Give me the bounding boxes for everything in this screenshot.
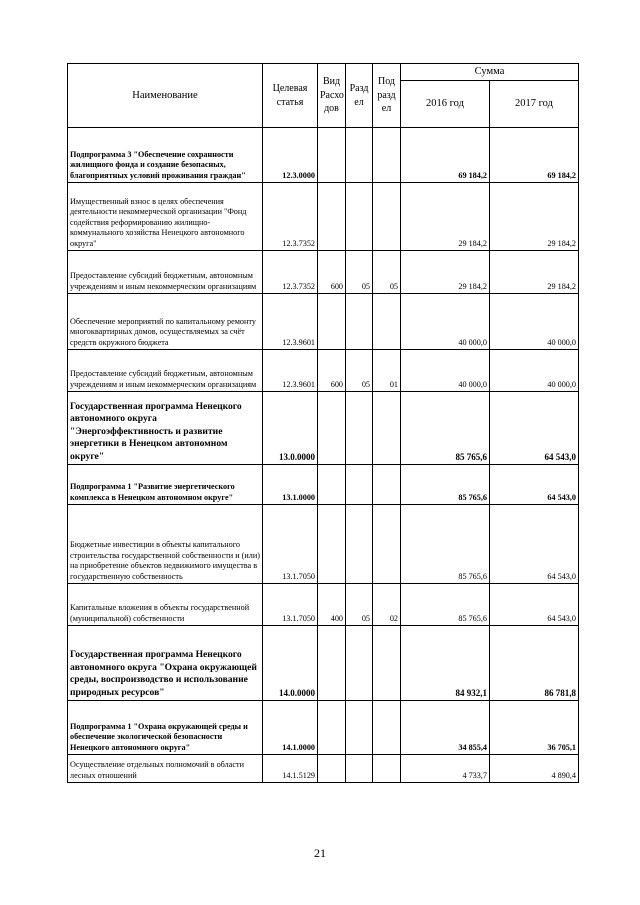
header-summa: Сумма bbox=[401, 64, 579, 81]
row-razdel bbox=[346, 128, 373, 183]
table-row bbox=[68, 128, 579, 183]
row-podrazdel bbox=[373, 701, 401, 755]
row-vid bbox=[318, 755, 346, 783]
row-vid bbox=[318, 294, 346, 350]
row-name: Государственная программа Ненецкого автономного округа "Охрана окружающей среды, воспроизводство и использование природных ресурсов" bbox=[68, 626, 263, 701]
row-razdel bbox=[346, 755, 373, 783]
header-vid: Вид Расхо дов bbox=[318, 64, 346, 128]
header-podrazdel: Под разд ел bbox=[373, 64, 401, 128]
page-number: 21 bbox=[314, 846, 326, 860]
row-code: 14.1.5129 bbox=[263, 755, 318, 783]
row-razdel bbox=[346, 701, 373, 755]
row-name: Предоставление субсидий бюджетным, автономным учреждениям и иным некоммерческим организациям bbox=[68, 251, 263, 294]
row-podrazdel bbox=[373, 128, 401, 183]
row-code: 13.0.0000 bbox=[263, 392, 318, 465]
row-podrazdel: 05 bbox=[373, 251, 401, 294]
row-name: Осуществление отдельных полномочий в области лесных отношений bbox=[68, 755, 263, 783]
row-razdel bbox=[346, 183, 373, 251]
row-sum-2016: 40 000,0 bbox=[401, 294, 490, 350]
row-sum-2017: 86 781,8 bbox=[490, 626, 579, 701]
header-razdel: Разд ел bbox=[346, 64, 373, 128]
row-code: 12.3.7352 bbox=[263, 183, 318, 251]
row-code: 12.3.9601 bbox=[263, 294, 318, 350]
row-sum-2017: 40 000,0 bbox=[490, 294, 579, 350]
table-row bbox=[68, 392, 579, 465]
table-row bbox=[68, 584, 579, 626]
row-podrazdel bbox=[373, 755, 401, 783]
row-code: 13.1.7050 bbox=[263, 584, 318, 626]
row-razdel bbox=[346, 505, 373, 584]
row-razdel bbox=[346, 294, 373, 350]
header-2017: 2017 год bbox=[490, 81, 579, 128]
row-name: Государственная программа Ненецкого автономного округа "Энергоэффективность и развитие энергетики в Ненецком автономном округе" bbox=[68, 392, 263, 465]
table-row bbox=[68, 294, 579, 350]
row-podrazdel bbox=[373, 392, 401, 465]
row-razdel: 05 bbox=[346, 350, 373, 392]
row-name: Подпрограмма 3 "Обеспечение сохранности жилищного фонда и создание безопасных, благоприятных условий проживания граждан" bbox=[68, 128, 263, 183]
row-sum-2016: 85 765,6 bbox=[401, 465, 490, 505]
row-code: 12.3.7352 bbox=[263, 251, 318, 294]
table-row bbox=[68, 755, 579, 783]
table-row bbox=[68, 251, 579, 294]
row-podrazdel bbox=[373, 626, 401, 701]
row-sum-2016: 85 765,6 bbox=[401, 584, 490, 626]
header-target: Целевая статья bbox=[263, 64, 318, 128]
row-name: Подпрограмма 1 "Развитие энергетического комплекса в Ненецком автономном округе" bbox=[68, 465, 263, 505]
row-sum-2017: 40 000,0 bbox=[490, 350, 579, 392]
header-2016: 2016 год bbox=[401, 81, 490, 128]
row-podrazdel bbox=[373, 465, 401, 505]
row-sum-2016: 4 733,7 bbox=[401, 755, 490, 783]
row-sum-2016: 40 000,0 bbox=[401, 350, 490, 392]
row-razdel: 05 bbox=[346, 584, 373, 626]
row-vid bbox=[318, 626, 346, 701]
row-vid bbox=[318, 128, 346, 183]
row-sum-2017: 64 543,0 bbox=[490, 392, 579, 465]
row-code: 13.1.0000 bbox=[263, 465, 318, 505]
row-code: 12.3.9601 bbox=[263, 350, 318, 392]
row-podrazdel bbox=[373, 183, 401, 251]
row-sum-2016: 29 184,2 bbox=[401, 183, 490, 251]
row-vid bbox=[318, 183, 346, 251]
table-row bbox=[68, 350, 579, 392]
table-row bbox=[68, 465, 579, 505]
row-sum-2016: 29 184,2 bbox=[401, 251, 490, 294]
row-vid bbox=[318, 701, 346, 755]
row-name: Предоставление субсидий бюджетным, автономным учреждениям и иным некоммерческим организациям bbox=[68, 350, 263, 392]
row-podrazdel: 01 bbox=[373, 350, 401, 392]
row-sum-2016: 85 765,6 bbox=[401, 505, 490, 584]
row-razdel bbox=[346, 392, 373, 465]
row-podrazdel bbox=[373, 505, 401, 584]
row-sum-2017: 69 184,2 bbox=[490, 128, 579, 183]
budget-table bbox=[67, 63, 579, 783]
row-sum-2017: 29 184,2 bbox=[490, 183, 579, 251]
row-code: 12.3.0000 bbox=[263, 128, 318, 183]
row-razdel bbox=[346, 626, 373, 701]
row-name: Имущественный взнос в целях обеспечения деятельности некоммерческой организации "Фонд содействия реформированию жилищно-коммунального хозяйства Ненецкого автономного округа" bbox=[68, 183, 263, 251]
row-vid: 600 bbox=[318, 350, 346, 392]
row-code: 14.1.0000 bbox=[263, 701, 318, 755]
row-sum-2017: 36 705,1 bbox=[490, 701, 579, 755]
row-name: Бюджетные инвестиции в объекты капитального строительства государственной собственности и (или) на приобретение объектов недвижимого имущества в государственную собственность bbox=[68, 505, 263, 584]
row-sum-2016: 84 932,1 bbox=[401, 626, 490, 701]
row-name: Подпрограмма 1 "Охрана окружающей среды и обеспечение экологической безопасности Ненецкого автономного округа" bbox=[68, 701, 263, 755]
row-sum-2016: 85 765,6 bbox=[401, 392, 490, 465]
table-row bbox=[68, 505, 579, 584]
header-name: Наименование bbox=[68, 64, 263, 128]
row-sum-2017: 64 543,0 bbox=[490, 584, 579, 626]
row-razdel bbox=[346, 465, 373, 505]
row-vid bbox=[318, 465, 346, 505]
row-podrazdel bbox=[373, 294, 401, 350]
row-podrazdel: 02 bbox=[373, 584, 401, 626]
row-vid bbox=[318, 505, 346, 584]
row-code: 13.1.7050 bbox=[263, 505, 318, 584]
table-row bbox=[68, 626, 579, 701]
row-code: 14.0.0000 bbox=[263, 626, 318, 701]
row-sum-2017: 4 890,4 bbox=[490, 755, 579, 783]
row-sum-2017: 64 543,0 bbox=[490, 505, 579, 584]
table-row bbox=[68, 183, 579, 251]
row-vid bbox=[318, 392, 346, 465]
row-name: Капитальные вложения в объекты государственной (муниципальной) собственности bbox=[68, 584, 263, 626]
row-razdel: 05 bbox=[346, 251, 373, 294]
row-vid: 400 bbox=[318, 584, 346, 626]
row-sum-2017: 29 184,2 bbox=[490, 251, 579, 294]
row-name: Обеспечение мероприятий по капитальному ремонту многоквартирных домов, осуществляемых за счёт средств окружного бюджета bbox=[68, 294, 263, 350]
row-vid: 600 bbox=[318, 251, 346, 294]
row-sum-2016: 34 855,4 bbox=[401, 701, 490, 755]
row-sum-2016: 69 184,2 bbox=[401, 128, 490, 183]
table-row bbox=[68, 701, 579, 755]
row-sum-2017: 64 543,0 bbox=[490, 465, 579, 505]
